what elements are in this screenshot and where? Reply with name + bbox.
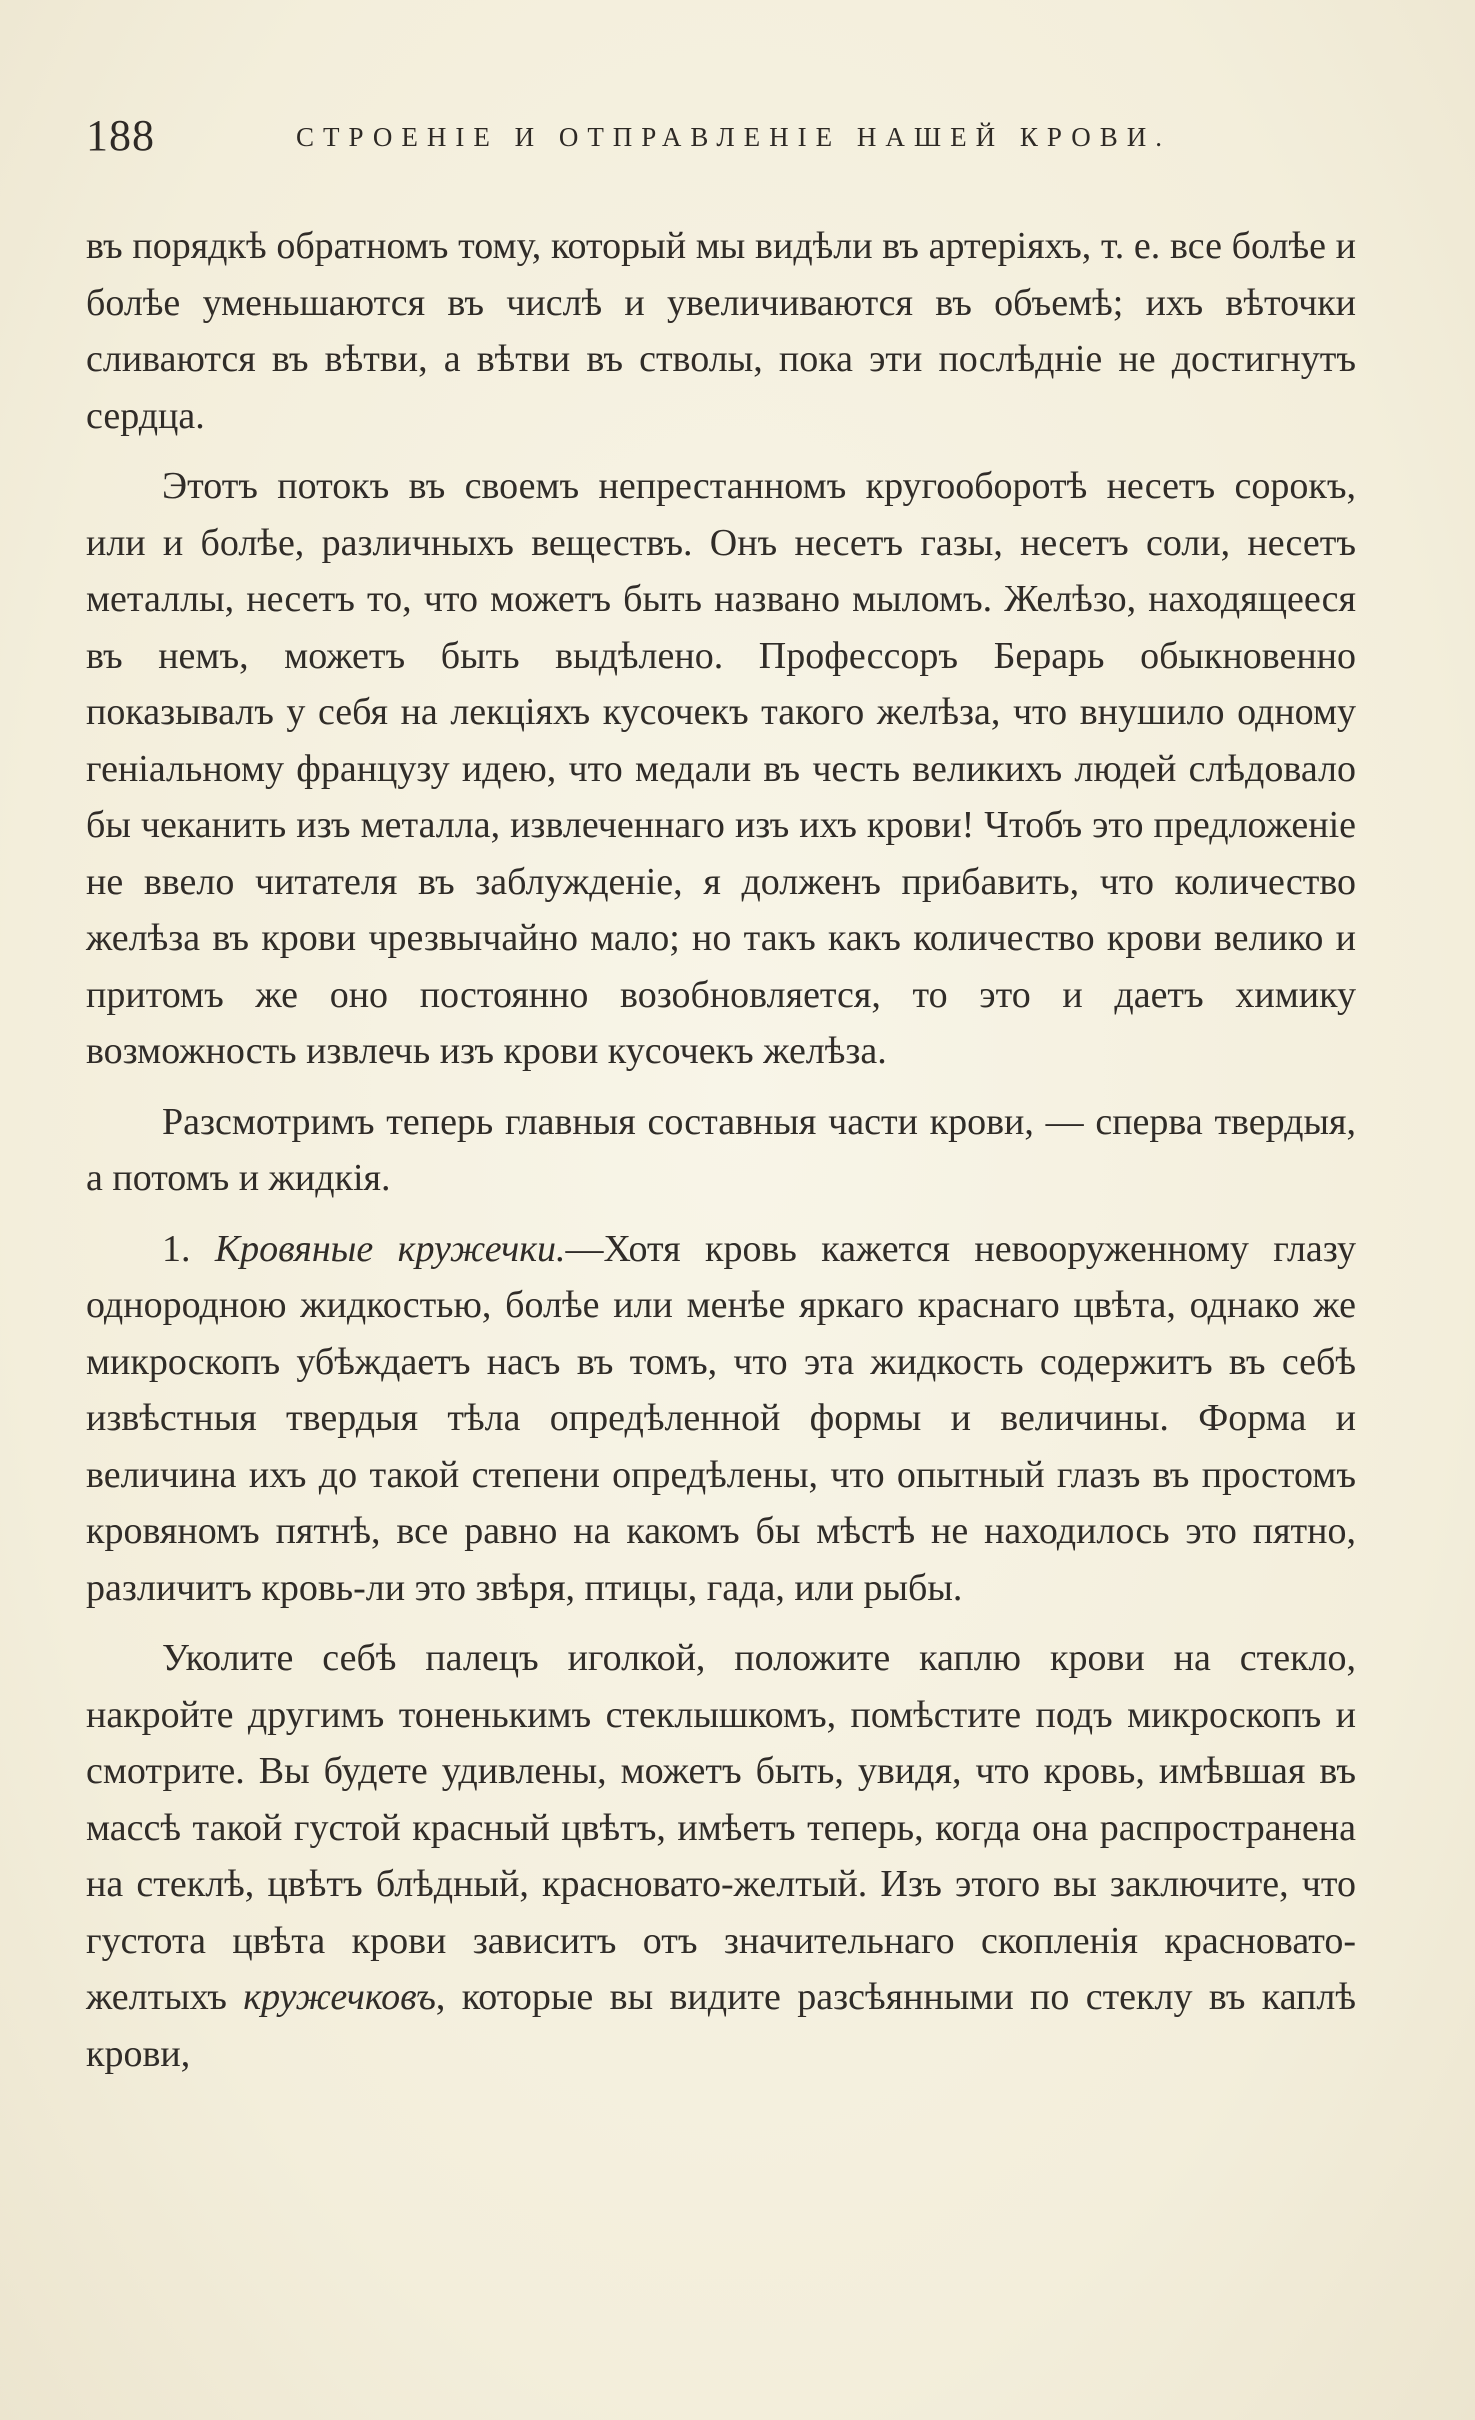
paragraph-text: Этотъ потокъ въ своемъ непрестанномъ кругооборотѣ несетъ сорокъ, или и болѣе, различныхъ веществъ. Онъ несетъ газы, несетъ соли, несетъ металлы, несетъ то, что можетъ быть названо мыломъ. Желѣзо, находящееся въ немъ, можетъ быть выдѣлено. Профессоръ Берарь обыкновенно показывалъ у себя на лекціяхъ кусочекъ такого желѣза, что внушило одному геніальному французу идею, что медали въ честь великихъ людей слѣдовало бы чеканить изъ металла, извлеченнаго изъ ихъ крови! Чтобъ это предложеніе не ввело читателя въ заблужденіе, я долженъ прибавить, что количество желѣза въ крови чрезвычайно мало; но такъ какъ количество крови велико и притомъ же оно постоянно возобновляется, то это и даетъ химику возможность извлечь изъ крови кусочекъ желѣза. [86, 465, 1356, 1072]
paragraph-text: —Хотя кровь кажется невооруженному глазу однородною жидкостью, болѣе или менѣе яркаго краснаго цвѣта, однако же микроскопъ убѣждаетъ насъ въ томъ, что эта жидкость содержитъ въ себѣ извѣстныя твердыя тѣла опредѣленной формы и величины. Форма и величина ихъ до такой степени опредѣлены, что опытный глазъ въ простомъ кровяномъ пятнѣ, все равно на какомъ бы мѣстѣ не находилось это пятно, различитъ кровь-ли это звѣря, птицы, гада, или рыбы. [86, 1227, 1357, 1609]
paragraph-text: Уколите себѣ палецъ иголкой, положите каплю крови на стекло, накройте другимъ тоненькимъ стеклышкомъ, помѣстите подъ микроскопъ и смотрите. Вы будете удивлены, можетъ быть, увидя, что кровь, имѣвшая въ массѣ такой густой красный цвѣтъ, имѣетъ теперь, когда она распространена на стеклѣ, цвѣтъ блѣдный, красновато-желтый. Изъ этого вы заключите, что густота цвѣта крови зависитъ отъ значительнаго скопленія красновато-желтыхъ [86, 1637, 1356, 2018]
emphasized-term: кружечковъ [243, 1976, 436, 2018]
section-number: 1. [162, 1227, 191, 1270]
paragraph [86, 1630, 1356, 2082]
paragraph [86, 1094, 1356, 1207]
paragraph-text: въ порядкѣ обратномъ тому, который мы видѣли въ артеріяхъ, т. е. все болѣе и болѣе уменьшаются въ числѣ и увеличиваются въ объемѣ; ихъ вѣточки сливаются въ вѣтви, а вѣтви въ стволы, пока эти послѣдніе не достигнутъ сердца. [86, 225, 1356, 437]
running-title: СТРОЕНІЕ И ОТПРАВЛЕНІЕ НАШЕЙ КРОВИ. [296, 122, 1171, 152]
paragraph-text-after: , которые вы видите разсѣянными по стеклу въ каплѣ крови, [86, 1976, 1356, 2075]
section-heading: Кровяные кружечки. [214, 1227, 566, 1270]
paragraph [86, 458, 1356, 1080]
page-number: 188 [86, 111, 155, 160]
page-header [86, 110, 1356, 170]
paragraph-continuation [86, 218, 1356, 444]
paragraph-text: Разсмотримъ теперь главныя составныя части крови, — сперва твердыя, а потомъ и жидкія. [86, 1100, 1356, 1199]
paragraph-section-1 [86, 1221, 1356, 1617]
body-text [86, 218, 1356, 2096]
